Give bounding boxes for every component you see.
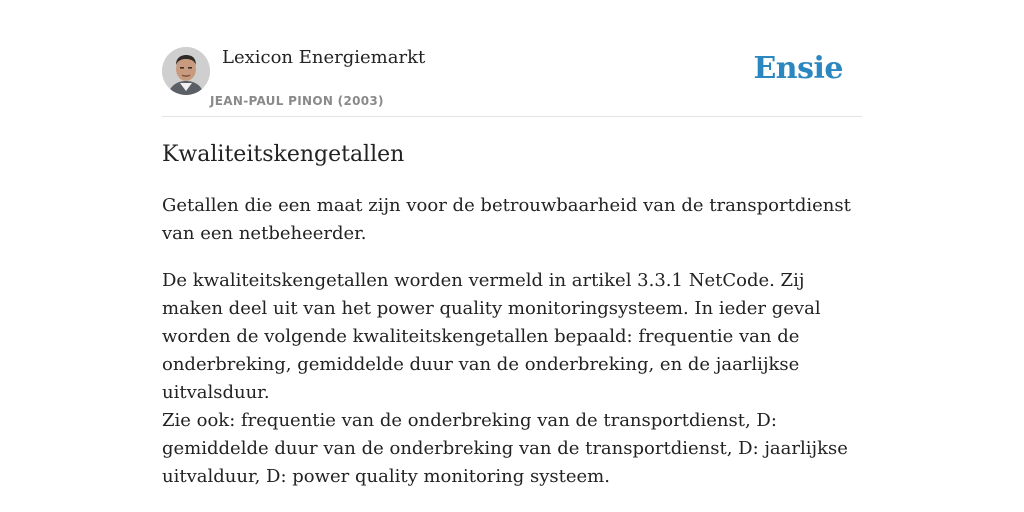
page [162, 0, 862, 512]
ensie-logo[interactable]: Ensie [753, 51, 843, 86]
avatar-portrait-icon [162, 47, 210, 95]
explanation-paragraph: De kwaliteitskengetallen worden vermeld in artikel 3.3.1 NetCode. Zij maken deel uit van het power quality monitoringsysteem. In ieder geval worden de volgende kwaliteitskengetallen bepaald: frequentie van de onderbreking, gemiddelde duur van de onderbreking, en de jaarlijkse uitvalsduur. [162, 270, 821, 403]
author-avatar[interactable] [162, 47, 210, 95]
entry-title: Kwaliteitskengetallen [162, 142, 405, 167]
see-also-paragraph: Zie ook: frequentie van de onderbreking van de transportdienst, D: gemiddelde duur van de onderbreking van de transportdienst, D: jaarlijkse uitvalduur, D: power quality monitoring systeem. [162, 410, 848, 487]
lexicon-title[interactable]: Lexicon Energiemarkt [222, 47, 426, 68]
definition-paragraph: Getallen die een maat zijn voor de betrouwbaarheid van de transportdienst van een netbeheerder. [162, 195, 851, 244]
author-name[interactable]: JEAN-PAUL PINON (2003) [210, 94, 384, 108]
header [162, 0, 862, 117]
